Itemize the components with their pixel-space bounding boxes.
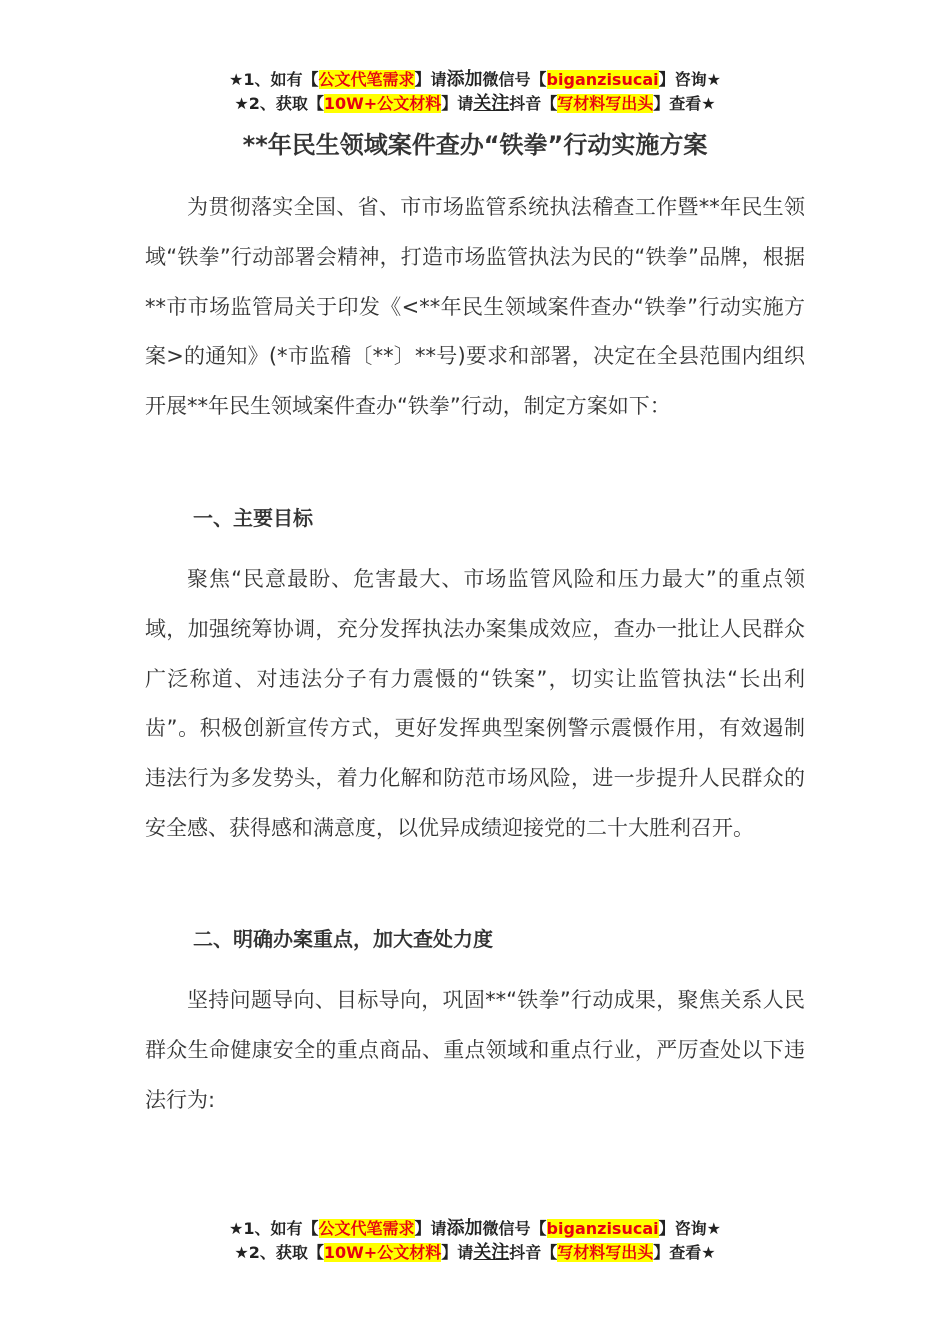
banner-line-2 bbox=[0, 1241, 950, 1265]
header-banner bbox=[0, 68, 950, 116]
banner-text: 】查看★ bbox=[653, 1243, 716, 1262]
banner-highlight: 公文代笔需求 bbox=[318, 1219, 415, 1238]
banner-text: 】查看★ bbox=[653, 94, 716, 113]
banner-text: 抖音【 bbox=[509, 1243, 558, 1262]
banner-text: 】请 bbox=[441, 1243, 474, 1262]
banner-highlight: 公文代笔需求 bbox=[318, 70, 415, 89]
section-1 bbox=[145, 493, 805, 543]
banner-text: ★1、如有【 bbox=[229, 70, 319, 89]
banner-text: 微信号【 bbox=[482, 70, 547, 89]
banner-highlight: 写材料写出头 bbox=[557, 1243, 654, 1262]
banner-text: 】请 bbox=[414, 1219, 447, 1238]
banner-text: ★2、获取【 bbox=[234, 1243, 324, 1262]
banner-text: 】咨询★ bbox=[658, 1219, 721, 1238]
banner-text: ★2、获取【 bbox=[234, 94, 324, 113]
section-1-body bbox=[145, 555, 805, 854]
paragraph-goals: 聚焦“民意最盼、危害最大、市场监管风险和压力最大”的重点领域，加强统筹协调，充分发挥执法办案集成效应，查办一批让人民群众广泛称道、对违法分子有力震慑的“铁案”，切实让监管执法“长出利齿”。积极创新宣传方式，更好发挥典型案例警示震慑作用，有效遏制违法行为多发势头，着力化解和防范市场风险，进一步提升人民群众的安全感、获得感和满意度，以优异成绩迎接党的二十大胜利召开。 bbox=[145, 567, 805, 840]
document-title: **年民生领域案件查办“铁拳”行动实施方案 bbox=[242, 131, 708, 159]
banner-text: 】咨询★ bbox=[658, 70, 721, 89]
document-body bbox=[145, 183, 805, 432]
banner-emphasis: 关注 bbox=[473, 93, 510, 114]
banner-highlight: 10W+公文材料 bbox=[323, 1243, 442, 1262]
banner-highlight: 写材料写出头 bbox=[557, 94, 654, 113]
banner-highlight: 10W+公文材料 bbox=[323, 94, 442, 113]
section-heading-1: 一、主要目标 bbox=[193, 506, 313, 530]
footer-banner bbox=[0, 1217, 950, 1265]
banner-text: ★1、如有【 bbox=[229, 1219, 319, 1238]
paragraph-focus: 坚持问题导向、目标导向，巩固**“铁拳”行动成果，聚焦关系人民群众生命健康安全的重点商品、重点领域和重点行业，严厉查处以下违法行为: bbox=[145, 988, 805, 1112]
section-2 bbox=[145, 914, 805, 964]
section-heading-2: 二、明确办案重点，加大查处力度 bbox=[193, 927, 493, 951]
banner-emphasis: 添加 bbox=[446, 1218, 483, 1239]
banner-wechat-id: biganzisucai bbox=[546, 1219, 659, 1238]
banner-text: 微信号【 bbox=[482, 1219, 547, 1238]
section-2-body bbox=[145, 976, 805, 1125]
banner-wechat-id: biganzisucai bbox=[546, 70, 659, 89]
banner-text: 抖音【 bbox=[509, 94, 558, 113]
banner-text: 】请 bbox=[441, 94, 474, 113]
banner-text: 】请 bbox=[414, 70, 447, 89]
banner-emphasis: 关注 bbox=[473, 1242, 510, 1263]
banner-line-1 bbox=[0, 1217, 950, 1241]
banner-line-1 bbox=[0, 68, 950, 92]
paragraph-intro: 为贯彻落实全国、省、市市场监管系统执法稽查工作暨**年民生领域“铁拳”行动部署会精神，打造市场监管执法为民的“铁拳”品牌，根据**市市场监管局关于印发《<**年民生领域案件查办“铁拳”行动实施方案>的通知》(*市监稽〔**〕**号)要求和部署，决定在全县范围内组织开展**年民生领域案件查办“铁拳”行动，制定方案如下： bbox=[145, 195, 805, 419]
banner-emphasis: 添加 bbox=[446, 69, 483, 90]
banner-line-2 bbox=[0, 92, 950, 116]
